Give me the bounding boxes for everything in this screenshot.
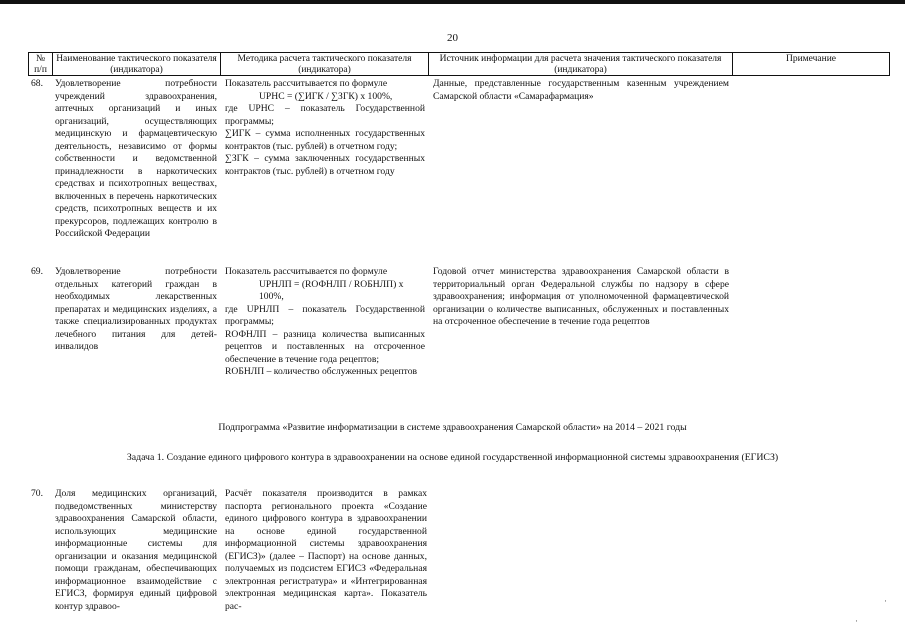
row-69-def-3: RОБНЛП – количество обслуженных рецептов — [225, 366, 418, 377]
row-69-def-1: где UPНЛП – показатель Государственной программы; — [225, 303, 425, 327]
row-68-source: Данные, представленные государственным казенным учреждением Самарской области «Самарафармация» — [433, 78, 729, 102]
header-source: Источник информации для расчета значения тактического показателя (индикатора) — [428, 52, 732, 76]
row-69-def-2: RОФНЛП – разница количества выписанных рецептов и поставленных на отсроченное обеспечение в течение года рецептов; — [225, 328, 425, 365]
row-68-method-intro: Показатель рассчитывается по формуле — [225, 78, 388, 89]
row-69-name: Удовлетворение потребности отдельных категорий граждан в необходимых лекарственных препаратах и медицинских изделиях, а также специализированных продуктах лечебного питания для детей-инвалидов — [55, 266, 217, 352]
header-note: Примечание — [732, 52, 890, 76]
row-68-def-3: ∑ЗГК – сумма заключенных государственных контрактов (тыс. рублей) в отчетном году — [225, 153, 425, 177]
scan-speck: · — [855, 616, 858, 626]
row-70-name: Доля медицинских организаций, подведомственных министерству здравоохранения Самарской области, использующих медицинские информационные системы для организации и оказания медицинской помощи гражданам, обеспечивающих информационное взаимодействие с ЕГИСЗ, формируя единый цифровой контур здравоо- — [55, 488, 217, 612]
row-69-formula: UPНЛП = (RОФНЛП / RОБНЛП) x 100%, — [259, 278, 404, 302]
scan-speck: · — [884, 596, 887, 606]
row-69-method-intro: Показатель рассчитывается по формуле — [225, 266, 388, 277]
header-name: Наименование тактического показателя (индикатора) — [52, 52, 220, 76]
header-num: № п/п — [28, 52, 52, 76]
subprogram-title: Подпрограмма «Развитие информатизации в системе здравоохранения Самарской области» на 2014 – 2021 годы — [218, 422, 687, 433]
row-69-num: 69. — [31, 266, 43, 277]
row-68-def-1: где UPНС – показатель Государственной программы; — [225, 103, 425, 127]
row-68-def-2: ∑ИГК – сумма исполненных государственных контрактов (тыс. рублей) в отчетном году; — [225, 128, 425, 152]
task-title: Задача 1. Создание единого цифрового контура в здравоохранении на основе единой государственной информационной системы здравоохранения (ЕГИСЗ) — [126, 452, 779, 463]
top-border — [0, 0, 905, 4]
row-68-num: 68. — [31, 78, 43, 89]
row-70-num: 70. — [31, 488, 43, 499]
header-method: Методика расчета тактического показателя (индикатора) — [220, 52, 428, 76]
row-68-name: Удовлетворение потребности учреждений здравоохранения, аптечных организаций и иных организаций, осуществляющих медицинскую и фармацевтическую деятельность, независимо от формы собственности и ведомственной принадлежности в наркотических средствах и психотропных веществах, включенных в перечень наркотических средств, психотропных веществ и их прекурсоров, подлежащих контролю в Российской Федерации — [55, 78, 217, 239]
row-68-formula: UPНС = (∑ИГК / ∑ЗГК) x 100%, — [259, 90, 393, 102]
page-number: 20 — [447, 32, 458, 44]
row-69-method — [225, 266, 425, 379]
row-70-method: Расчёт показателя производится в рамках паспорта регионального проекта «Создание единого цифрового контура в здравоохранении на основе единой государственной информационной системы здравоохранения (ЕГИСЗ)» (далее – Паспорт) на основе данных, получаемых из подсистем ЕГИСЗ «Федеральная электронная регистратура» и «Интегрированная электронная медицинская карта». Показатель рас- — [225, 488, 427, 612]
row-68-method — [225, 78, 425, 178]
row-69-source: Годовой отчет министерства здравоохранения Самарской области в территориальный орган Федеральной службы по надзору в сфере здравоохранения; информация от уполномоченной фармацевтической организации о количестве выписанных, обслуженных и поставленных на отсроченное обеспечение в течение года рецептов — [433, 266, 729, 327]
